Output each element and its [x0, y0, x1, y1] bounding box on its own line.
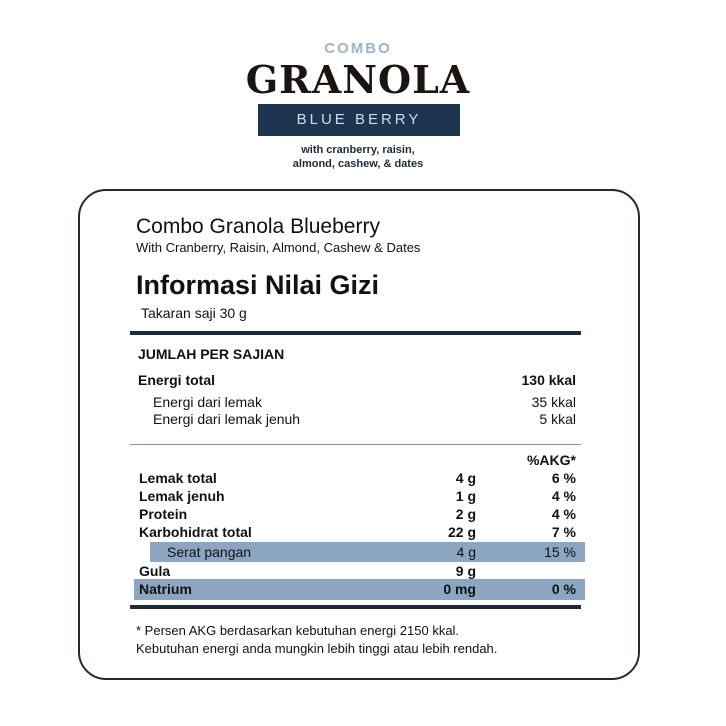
footnote-line-2: Kebutuhan energi anda mungkin lebih tinggi atau lebih rendah.: [136, 641, 498, 656]
akg-header: %AKG*: [526, 452, 576, 468]
energy-sat-value: 5 kkal: [539, 411, 576, 427]
nutrient-amount: 0 mg: [443, 581, 476, 597]
nutrient-amount: 2 g: [455, 506, 476, 522]
nutrient-amount: 4 g: [455, 470, 476, 486]
nutrition-title: Informasi Nilai Gizi: [136, 270, 380, 300]
nutrient-name: Lemak total: [139, 470, 217, 486]
brand-granola: GRANOLA: [245, 57, 471, 102]
nutrient-akg: 4 %: [551, 506, 576, 522]
flavor-banner: BLUE BERRY: [258, 104, 460, 136]
product-name: Combo Granola Blueberry: [136, 215, 380, 238]
footnote: [136, 622, 497, 658]
serving-size: Takaran saji 30 g: [141, 305, 247, 321]
energy-total-label: Energi total: [138, 372, 216, 388]
energy-fat-value: 35 kkal: [531, 394, 576, 410]
divider-energy: [130, 444, 581, 445]
nutrient-name: Lemak jenuh: [139, 488, 225, 504]
nutrient-name: Serat pangan: [167, 544, 252, 560]
nutrient-akg: 6 %: [551, 470, 576, 486]
product-subtitle: With Cranberry, Raisin, Almond, Cashew & Dates: [136, 240, 421, 255]
flavor-line-2: almond, cashew, & dates: [292, 158, 424, 170]
per-serving-heading: JUMLAH PER SAJIAN: [138, 346, 285, 362]
nutrient-akg: 4 %: [551, 488, 576, 504]
nutrient-akg: 0 %: [551, 581, 576, 597]
nutrient-amount: 9 g: [455, 563, 476, 579]
nutrient-amount: 22 g: [447, 524, 476, 540]
divider-bottom: [130, 605, 581, 609]
divider-top: [130, 331, 581, 335]
flavor-description: [0, 143, 716, 171]
energy-total-value: 130 kkal: [521, 372, 576, 388]
nutrient-name: Gula: [139, 563, 171, 579]
energy-sat-label: Energi dari lemak jenuh: [153, 411, 301, 427]
nutrient-name: Protein: [139, 506, 188, 522]
brand-combo: COMBO: [324, 40, 392, 57]
nutrient-amount: 4 g: [456, 544, 476, 560]
nutrient-akg: 7 %: [551, 524, 576, 540]
nutrient-name: Karbohidrat total: [139, 524, 252, 540]
flavor-line-1: with cranberry, raisin,: [301, 144, 415, 156]
energy-fat-label: Energi dari lemak: [153, 394, 262, 410]
nutrient-name: Natrium: [139, 581, 192, 597]
nutrient-amount: 1 g: [455, 488, 476, 504]
footnote-line-1: * Persen AKG berdasarkan kebutuhan energi 2150 kkal.: [136, 623, 460, 638]
nutrient-akg: 15 %: [544, 544, 576, 560]
